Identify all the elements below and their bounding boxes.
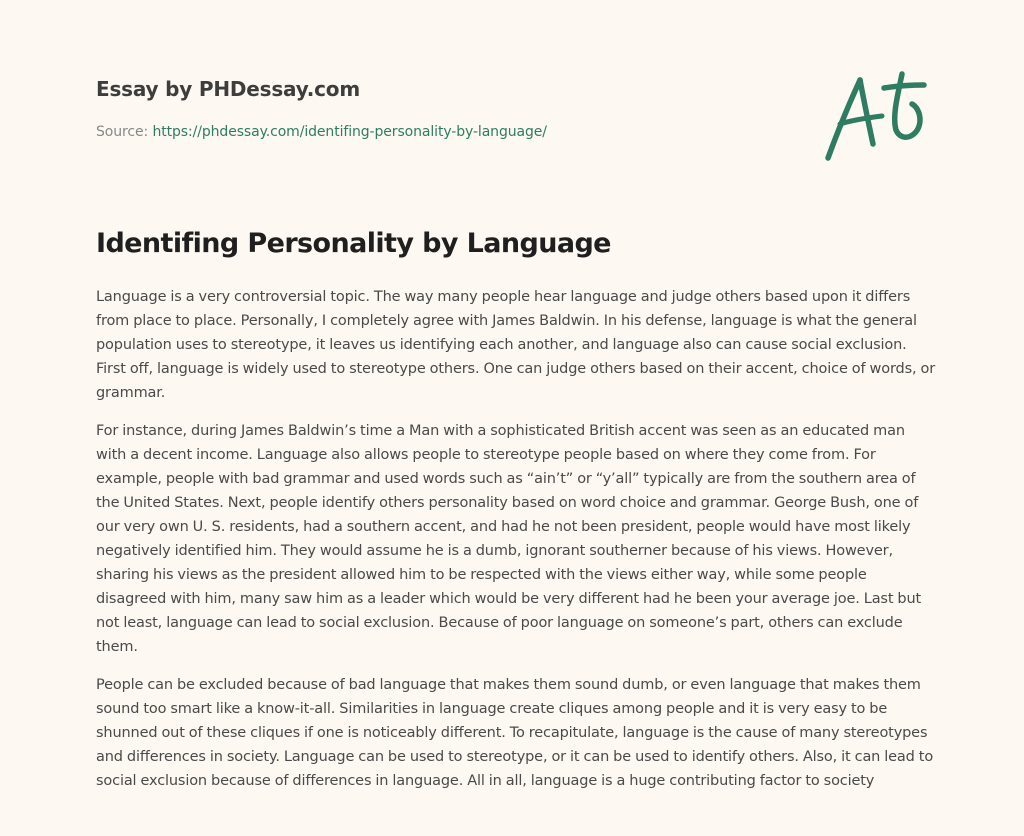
- source-link[interactable]: https://phdessay.com/identifing-personality-by-language/: [152, 124, 547, 140]
- a-plus-logo-icon: [818, 66, 930, 166]
- essay-body: [96, 285, 936, 807]
- essay-paragraph: For instance, during James Baldwin’s time a Man with a sophisticated British accent was seen as an educated man with a decent income. Language also allows people to stereotype people based on where they come from. For example, people with bad grammar and used words such as “ain’t” or “y’all” typically are from the southern area of the United States. Next, people identify others personality based on word choice and grammar. George Bush, one of our very own U. S. residents, had a southern accent, and had he not been president, people would have most likely negatively identified him. They would assume he is a dumb, ignorant southerner because of his views. However, sharing his views as the president allowed him to be respected with the views either way, while some people disagreed with him, many saw him as a leader which would be very different had he been your average joe. Last but not least, language can lead to social exclusion. Because of poor language on someone’s part, others can exclude them.: [96, 423, 922, 655]
- source-label: Source:: [96, 124, 149, 140]
- essay-paragraph: Language is a very controversial topic. The way many people hear language and judge others based upon it differs from place to place. Personally, I completely agree with James Baldwin. In his defense, language is what the general population uses to stereotype, it leaves us identifying each another, and language also can cause social exclusion. First off, language is widely used to stereotype others. One can judge others based on their accent, choice of words, or grammar.: [96, 289, 936, 401]
- essay-paragraph: People can be excluded because of bad language that makes them sound dumb, or even language that makes them sound too smart like a know-it-all. Similarities in language create cliques among people and it is very easy to be shunned out of these cliques if one is noticeably different. To recapitulate, language is the cause of many stereotypes and differences in society. Language can be used to stereotype, or it can be used to identify others. Also, it can lead to social exclusion because of differences in language. All in all, language is a huge contributing factor to society: [96, 677, 934, 789]
- essay-title: Identifing Personality by Language: [96, 228, 611, 259]
- source-line: [96, 124, 547, 140]
- site-brand: Essay by PHDessay.com: [96, 77, 360, 101]
